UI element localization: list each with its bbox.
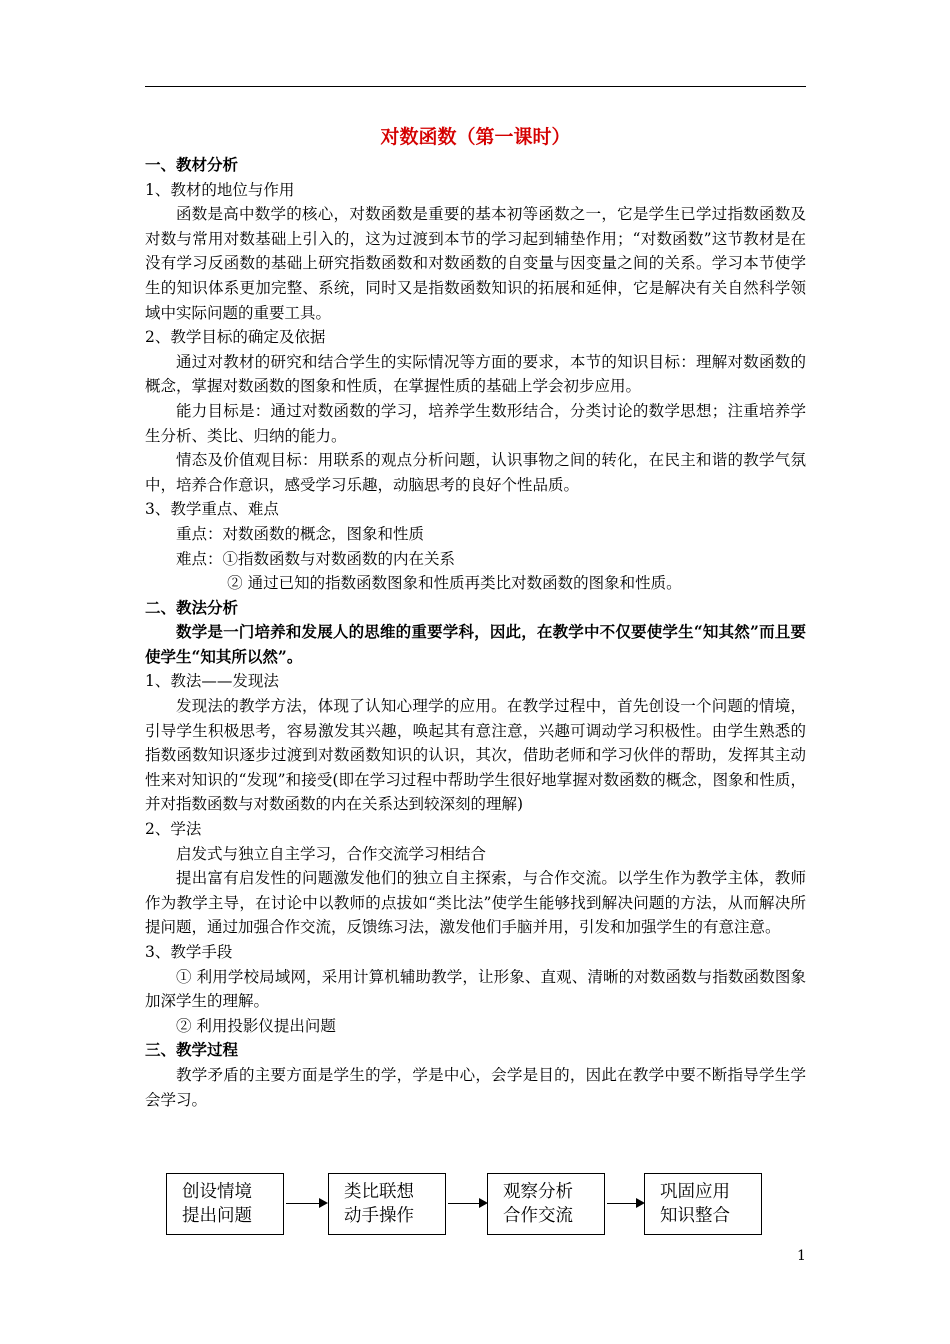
flow-arrow <box>286 1203 326 1204</box>
document-title: 对数函数（第一课时） <box>380 126 571 148</box>
section-heading-2: 二、教法分析 <box>145 597 239 617</box>
flow-box <box>644 1173 762 1235</box>
flow-box-line: 动手操作 <box>344 1206 414 1226</box>
bold-statement: 数学是一门培养和发展人的思维的重要学科，因此，在教学中不仅要使学生“知其然”而且要使学生“知其所以然”。 <box>145 622 806 666</box>
paragraph: 情态及价值观目标：用联系的观点分析问题，认识事物之间的转化，在民主和谐的教学气氛中，培养合作意识，感受学习乐趣，动脑思考的良好个性品质。 <box>145 451 806 494</box>
difficulty-1: 难点：①指数函数与对数函数的内在关系 <box>176 549 456 568</box>
subheading-2-2: 2、学法 <box>145 820 202 839</box>
flow-arrow <box>448 1203 486 1204</box>
header-rule <box>145 86 806 87</box>
flow-arrow <box>607 1203 643 1204</box>
flow-box-line: 提出问题 <box>182 1206 252 1226</box>
document-body <box>145 124 806 1112</box>
flow-box-line: 合作交流 <box>503 1206 573 1226</box>
paragraph: ① 利用学校局域网，采用计算机辅助教学，让形象、直观、清晰的对数函数与指数函数图象加深学生的理解。 <box>145 967 806 1011</box>
page-number: 1 <box>797 1248 806 1264</box>
paragraph: 教学矛盾的主要方面是学生的学，学是中心，会学是目的，因此在教学中要不断指导学生学会学习。 <box>145 1065 806 1109</box>
flow-box <box>166 1173 284 1235</box>
paragraph: 提出富有启发性的问题激发他们的独立自主探索，与合作交流。以学生作为教学主体，教师作为教学主导，在讨论中以教师的点拔如“类比法”使学生能够找到解决问题的方法，从而解决所提问题，通过加强合作交流，反馈练习法，激发他们手脑并用，引发和加强学生的有意注意。 <box>145 869 806 937</box>
paragraph: 通过对教材的研究和结合学生的实际情况等方面的要求，本节的知识目标：理解对数函数的概念，掌握对数函数的图象和性质，在掌握性质的基础上学会初步应用。 <box>145 352 806 396</box>
key-point: 重点：对数函数的概念，图象和性质 <box>176 524 425 543</box>
subheading-1-3: 3、教学重点、难点 <box>145 500 279 519</box>
paragraph: 发现法的教学方法，体现了认知心理学的应用。在教学过程中，首先创设一个问题的情境，引导学生积极思考，容易激发其兴趣，唤起其有意注意，兴趣可调动学习积极性。由学生熟悉的指数函数知识逐步过渡到对数函数知识的认识，其次，借助老师和学习伙伴的帮助，发挥其主动性来对知识的“发现”和接受(即在学习过程中帮助学生很好地掌握对数函数的概念，图象和性质，并对指数函数与对数函数的内在关系达到较深刻的理解) <box>145 697 806 814</box>
subheading-2-1: 1、教法——发现法 <box>145 672 279 691</box>
section-heading-3: 三、教学过程 <box>145 1040 239 1060</box>
subheading-1-1: 1、教材的地位与作用 <box>145 180 295 199</box>
paragraph: 函数是高中数学的核心，对数函数是重要的基本初等函数之一，它是学生已学过指数函数及对数与常用对数基础上引入的，这为过渡到本节的学习起到辅垫作用；“对数函数”这节教材是在没有学习反函数的基础上研究指数函数和对数函数的自变量与因变量之间的关系。学习本节使学生的知识体系更加完整、系统，同时又是指数函数知识的拓展和延伸，它是解决有关自然科学领域中实际问题的重要工具。 <box>145 205 806 322</box>
subheading-2-3: 3、教学手段 <box>145 943 233 961</box>
flow-box-line: 巩固应用 <box>660 1182 730 1202</box>
paragraph: ② 利用投影仪提出问题 <box>176 1016 336 1035</box>
section-heading-1: 一、教材分析 <box>145 155 239 174</box>
flow-box <box>487 1173 605 1235</box>
flow-box-line: 创设情境 <box>182 1182 252 1202</box>
subheading-1-2: 2、教学目标的确定及依据 <box>145 328 326 347</box>
flow-box-line: 类比联想 <box>344 1182 414 1202</box>
paragraph: 能力目标是：通过对数函数的学习，培养学生数形结合，分类讨论的数学思想；注重培养学生分析、类比、归纳的能力。 <box>145 401 806 445</box>
flow-box-line: 观察分析 <box>503 1182 573 1202</box>
paragraph: 启发式与独立自主学习，合作交流学习相结合 <box>176 844 487 863</box>
flow-box-line: 知识整合 <box>660 1206 730 1226</box>
flow-box <box>328 1173 446 1235</box>
difficulty-2: ② 通过已知的指数函数图象和性质再类比对数函数的图象和性质。 <box>227 574 682 593</box>
